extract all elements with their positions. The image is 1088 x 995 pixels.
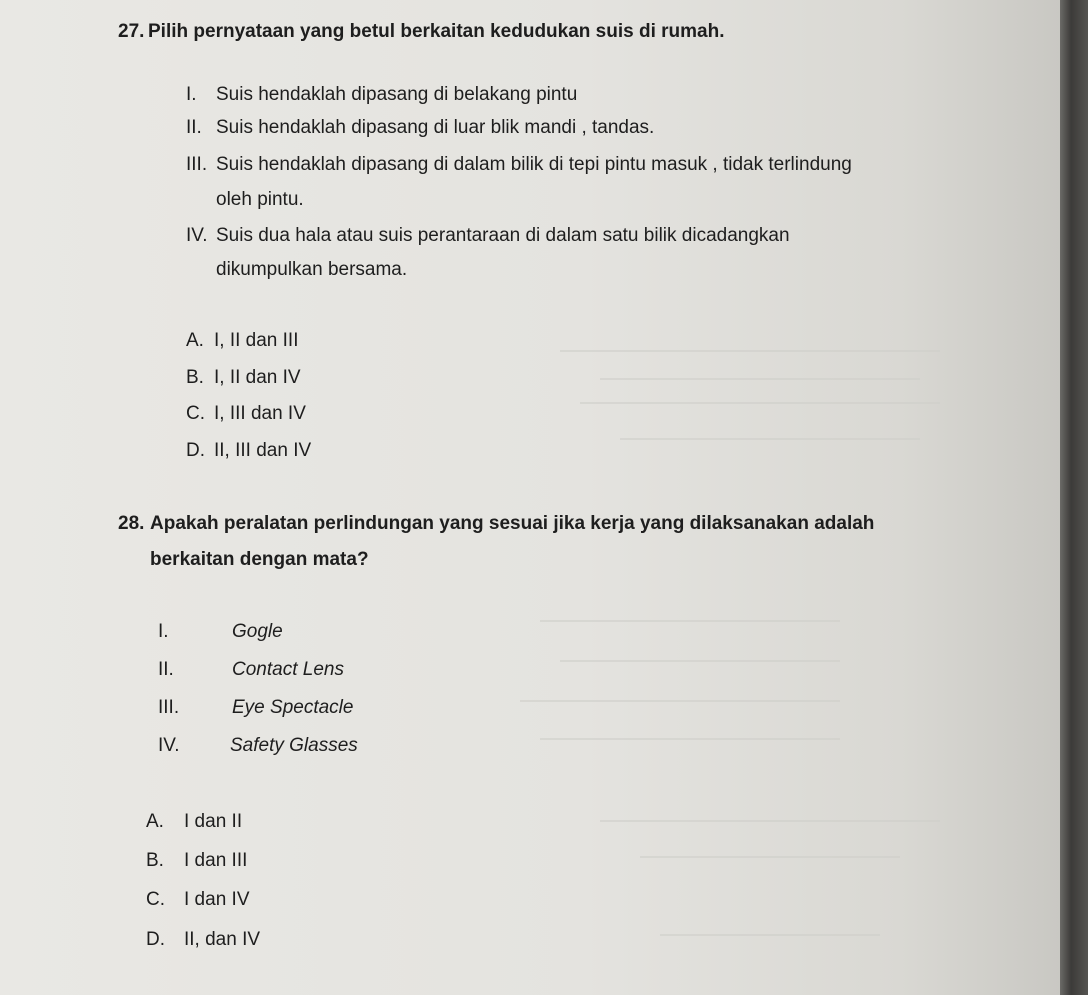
option-text: I dan IV (184, 889, 250, 910)
option-letter: C. (146, 889, 165, 910)
question-number: 28. (118, 513, 145, 534)
option-letter: A. (186, 330, 204, 351)
item-text: Contact Lens (232, 659, 344, 680)
item-text: Safety Glasses (230, 735, 358, 756)
option-letter: B. (146, 850, 164, 871)
statement-text-continued: oleh pintu. (216, 189, 304, 210)
option-letter: B. (186, 367, 204, 388)
question-text: Apakah peralatan perlindungan yang sesuai jika kerja yang dilaksanakan adalah (150, 513, 875, 534)
item-text: Eye Spectacle (232, 697, 354, 718)
statement-text: Suis dua hala atau suis perantaraan di dalam satu bilik dicadangkan (216, 225, 790, 246)
statement-numeral: I. (186, 84, 197, 105)
option-text: I, III dan IV (214, 403, 306, 424)
question-number: 27. (118, 21, 145, 42)
item-text: Gogle (232, 621, 283, 642)
option-text: II, dan IV (184, 929, 261, 950)
option-text: I dan II (184, 811, 243, 832)
statement-numeral: II. (186, 117, 202, 138)
statement-numeral: III. (186, 154, 208, 175)
item-numeral: II. (158, 659, 174, 680)
option-letter: D. (146, 929, 165, 950)
item-numeral: IV. (158, 735, 180, 756)
question-text-continued: berkaitan dengan mata? (150, 549, 369, 570)
option-letter: C. (186, 403, 205, 424)
item-numeral: III. (158, 697, 180, 718)
statement-text-continued: dikumpulkan bersama. (216, 259, 408, 280)
page-edge-shadow (1060, 0, 1088, 995)
option-text: II, III dan IV (214, 440, 312, 461)
option-letter: A. (146, 811, 164, 832)
option-text: I, II dan III (214, 330, 299, 351)
statement-text: Suis hendaklah dipasang di luar blik mandi , tandas. (216, 117, 655, 138)
item-numeral: I. (158, 621, 169, 642)
question-text: Pilih pernyataan yang betul berkaitan kedudukan suis di rumah. (148, 21, 725, 42)
statement-text: Suis hendaklah dipasang di dalam bilik di tepi pintu masuk , tidak terlindung (216, 154, 852, 175)
option-letter: D. (186, 440, 205, 461)
statement-text: Suis hendaklah dipasang di belakang pintu (216, 84, 578, 105)
option-text: I dan III (184, 850, 248, 871)
option-text: I, II dan IV (214, 367, 301, 388)
statement-numeral: IV. (186, 225, 208, 246)
